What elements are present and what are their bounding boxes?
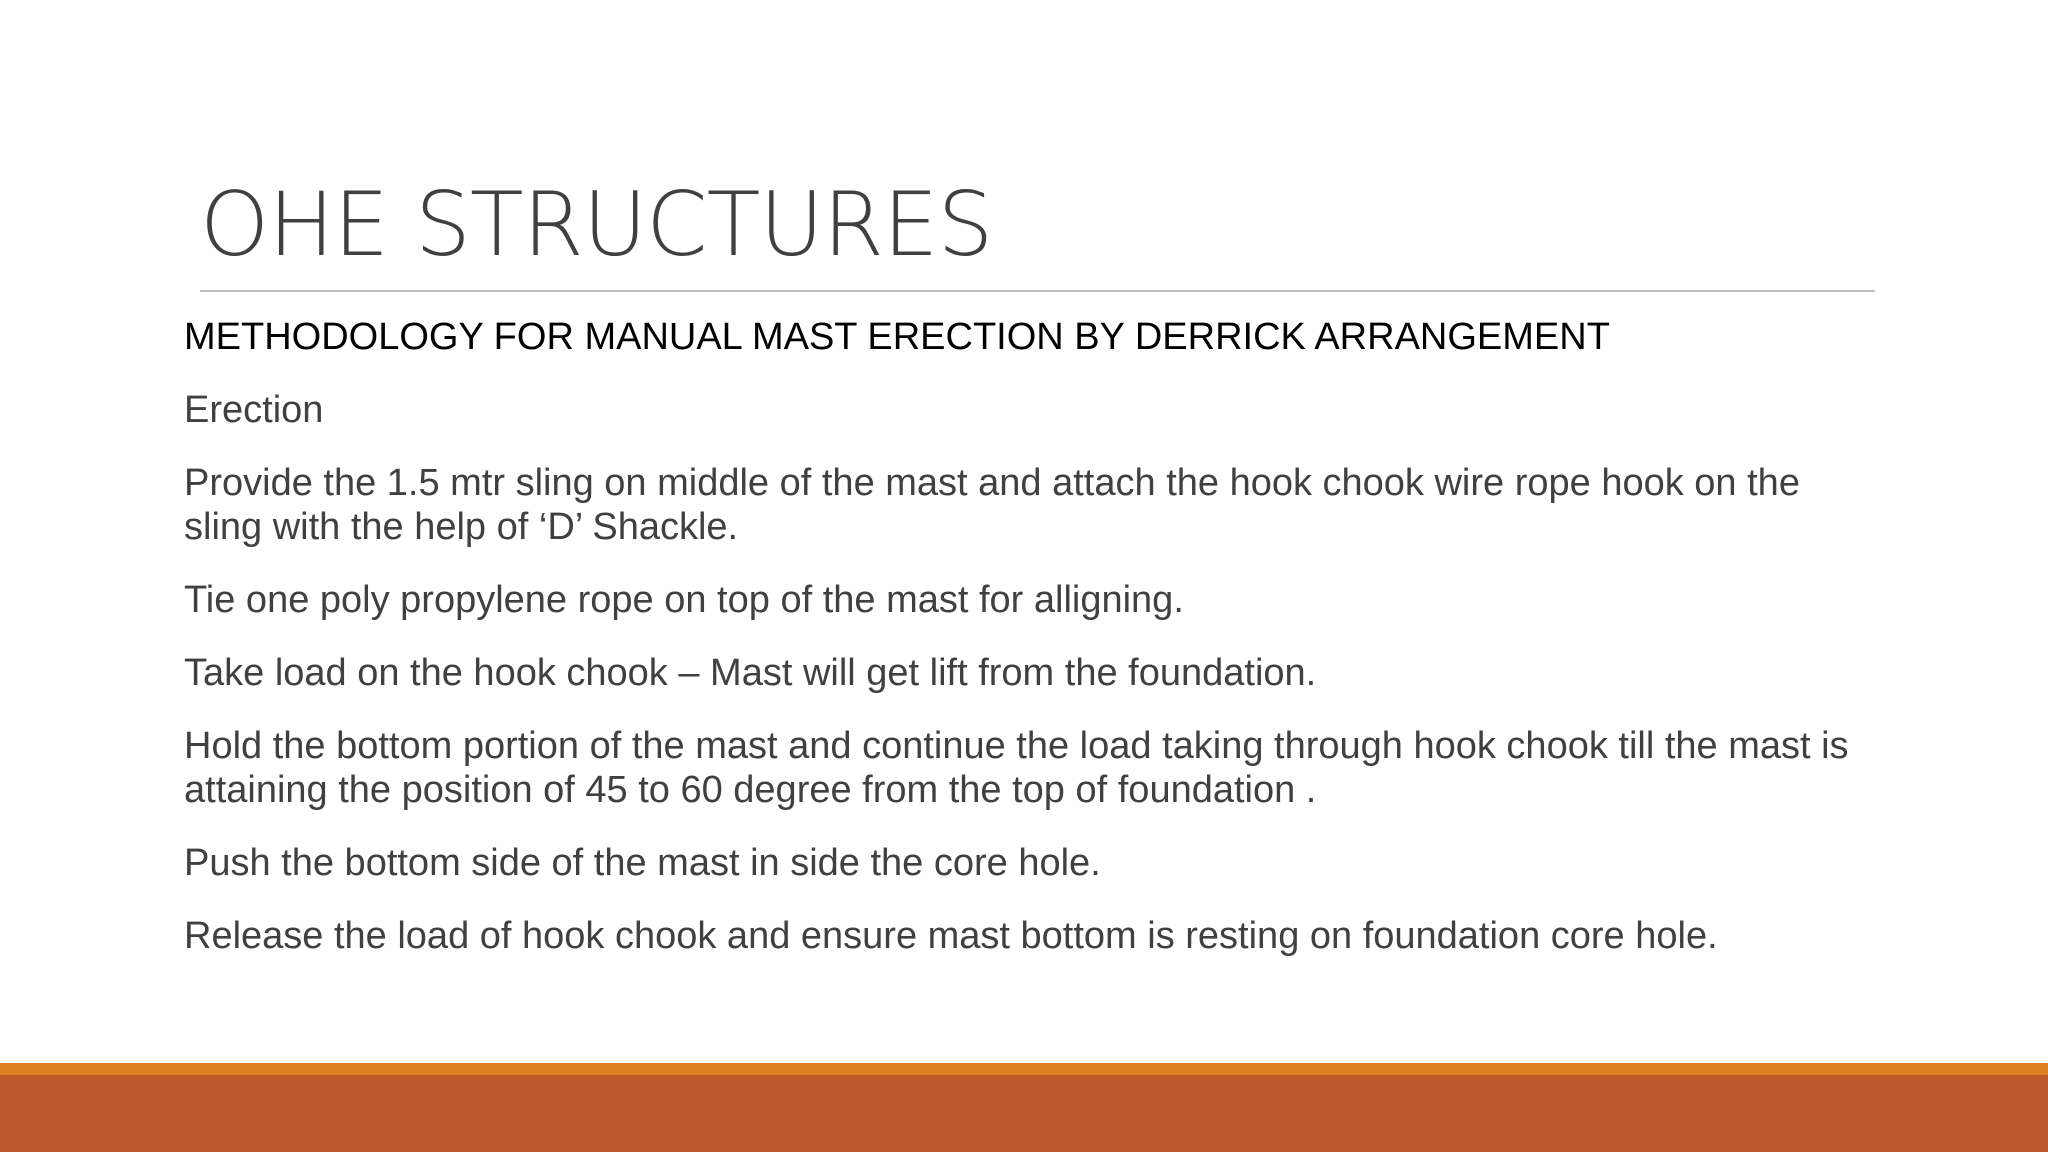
body-paragraph-rope: Tie one poly propylene rope on top of the mast for alligning. — [184, 579, 1184, 621]
slide-body — [184, 315, 1884, 987]
body-paragraph-release: Release the load of hook chook and ensure mast bottom is resting on foundation core hole. — [184, 915, 1718, 957]
body-paragraph-hold: Hold the bottom portion of the mast and continue the load taking through hook chook till the mast is attaining the position of 45 to 60 degree from the top of foundation . — [184, 725, 1849, 811]
title-divider — [200, 290, 1875, 292]
footer-accent-stripe — [0, 1063, 2048, 1075]
body-paragraph-push: Push the bottom side of the mast in side the core hole. — [184, 842, 1101, 884]
body-heading: METHODOLOGY FOR MANUAL MAST ERECTION BY DERRICK ARRANGEMENT — [184, 316, 1610, 358]
body-paragraph-load: Take load on the hook chook – Mast will get lift from the foundation. — [184, 652, 1317, 694]
body-paragraph-sling: Provide the 1.5 mtr sling on middle of the mast and attach the hook chook wire rope hook on the sling with the help of ‘D’ Shackle. — [184, 462, 1800, 548]
body-paragraph-erection: Erection — [184, 389, 324, 431]
footer-band — [0, 1075, 2048, 1152]
slide-title: OHE STRUCTURES — [200, 173, 993, 276]
